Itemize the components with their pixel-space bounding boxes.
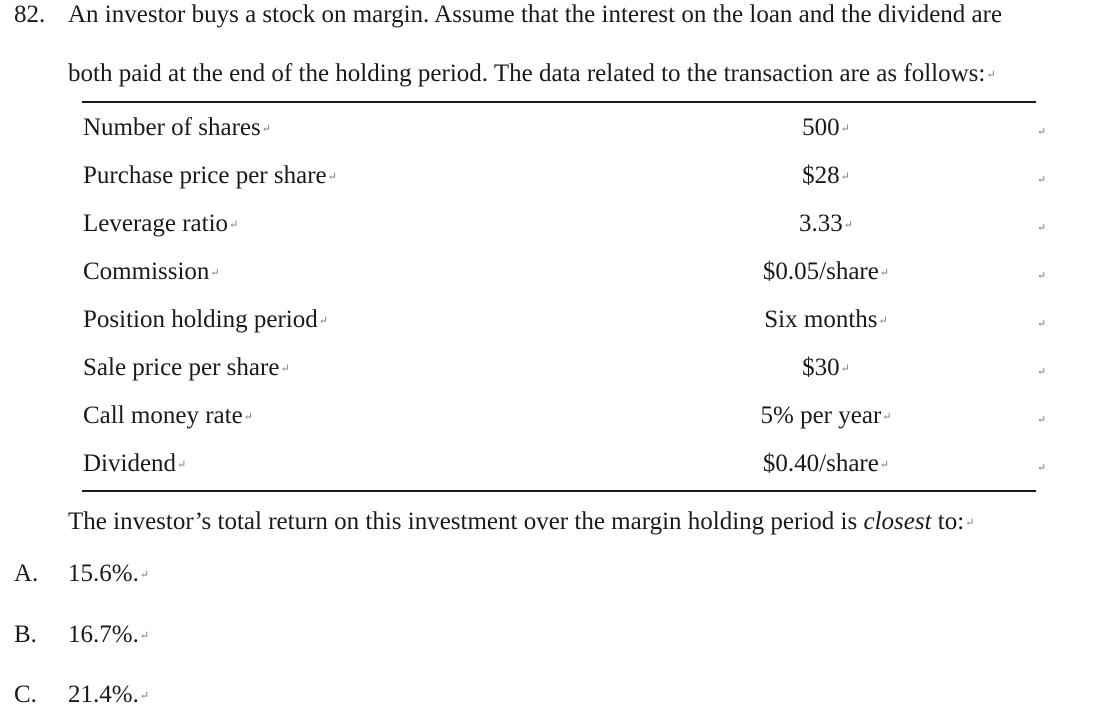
table-cell-value: 5% per year↵: [760, 402, 892, 429]
question-number: 82.: [14, 1, 46, 28]
cell-mark-icon: ↵: [878, 315, 888, 328]
table-row: [0, 104, 1100, 152]
table-cell-label: Number of shares↵: [83, 114, 271, 141]
table-cell-label: Dividend↵: [83, 450, 187, 477]
table-cell-value: $0.05/share↵: [762, 258, 890, 285]
table-bottom-rule: [82, 490, 1036, 492]
cell-mark-icon: ↵: [840, 123, 850, 136]
stem-line-1-text: An investor buys a stock on margin. Assume that the interest on the loan and the dividend are: [68, 1, 1003, 28]
table-cell-label: Sale price per share↵: [83, 354, 290, 381]
row-end-mark-icon: ↵: [1037, 414, 1047, 426]
prompt-text-end: to:: [931, 508, 965, 535]
cell-mark-icon: ↵: [879, 267, 890, 280]
cell-mark-icon: ↵: [229, 219, 239, 232]
cell-mark-icon: ↵: [879, 459, 890, 472]
table-cell-value: $0.40/share↵: [762, 450, 890, 477]
option-letter: C.: [14, 681, 37, 708]
cell-mark-icon: ↵: [327, 171, 337, 184]
table-cell-label: Position holding period↵: [83, 306, 328, 333]
table-cell-value: 500↵: [802, 114, 850, 141]
table-row: [0, 344, 1100, 392]
cell-mark-icon: ↵: [210, 267, 220, 280]
option-letter: A.: [14, 560, 39, 587]
stem-line-2-text: both paid at the end of the holding period. The data related to the transaction are as follows:: [68, 60, 986, 87]
table-cell-value: 3.33↵: [799, 210, 853, 237]
cell-mark-icon: ↵: [318, 315, 328, 328]
cell-mark-icon: ↵: [843, 219, 853, 232]
cell-mark-icon: ↵: [177, 459, 187, 472]
paragraph-mark-icon: ↵: [139, 630, 150, 643]
table-cell-value: Six months↵: [764, 306, 888, 333]
cell-mark-icon: ↵: [840, 171, 850, 184]
option-c[interactable]: 21.4%.↵: [68, 681, 150, 708]
table-cell-value: $28↵: [802, 162, 850, 189]
table-cell-label: Call money rate↵: [83, 402, 253, 429]
option-a[interactable]: 15.6%.↵: [68, 560, 150, 587]
prompt-text: The investor’s total return on this investment over the margin holding period is: [68, 508, 864, 535]
table-row: [0, 440, 1100, 488]
cell-mark-icon: ↵: [840, 363, 850, 376]
row-end-mark-icon: ↵: [1037, 174, 1047, 186]
table-row: [0, 152, 1100, 200]
paragraph-mark-icon: ↵: [965, 517, 975, 530]
row-end-mark-icon: ↵: [1037, 462, 1047, 474]
table-row: [0, 248, 1100, 296]
paragraph-mark-icon: ↵: [986, 69, 996, 82]
cell-mark-icon: ↵: [261, 123, 271, 136]
table-row: [0, 200, 1100, 248]
table-top-rule: [82, 101, 1036, 103]
paragraph-mark-icon: ↵: [139, 569, 150, 582]
option-b[interactable]: 16.7%.↵: [68, 621, 150, 648]
paragraph-mark-icon: ↵: [139, 690, 150, 703]
question-stem-line-1: [68, 0, 1002, 30]
table-cell-label: Commission↵: [83, 258, 220, 285]
table-row: [0, 392, 1100, 440]
cell-mark-icon: ↵: [243, 411, 253, 424]
row-end-mark-icon: ↵: [1037, 222, 1047, 234]
prompt-emphasis: closest: [863, 508, 932, 535]
cell-mark-icon: ↵: [882, 411, 892, 424]
row-end-mark-icon: ↵: [1037, 126, 1047, 138]
question-prompt: [68, 507, 974, 538]
question-stem-line-2: [68, 59, 996, 90]
row-end-mark-icon: ↵: [1037, 366, 1047, 378]
table-row: [0, 296, 1100, 344]
table-cell-label: Leverage ratio↵: [83, 210, 239, 237]
row-end-mark-icon: ↵: [1037, 318, 1047, 330]
table-cell-value: $30↵: [802, 354, 850, 381]
cell-mark-icon: ↵: [280, 363, 290, 376]
table-cell-label: Purchase price per share↵: [83, 162, 337, 189]
row-end-mark-icon: ↵: [1037, 270, 1047, 282]
option-letter: B.: [14, 621, 37, 648]
